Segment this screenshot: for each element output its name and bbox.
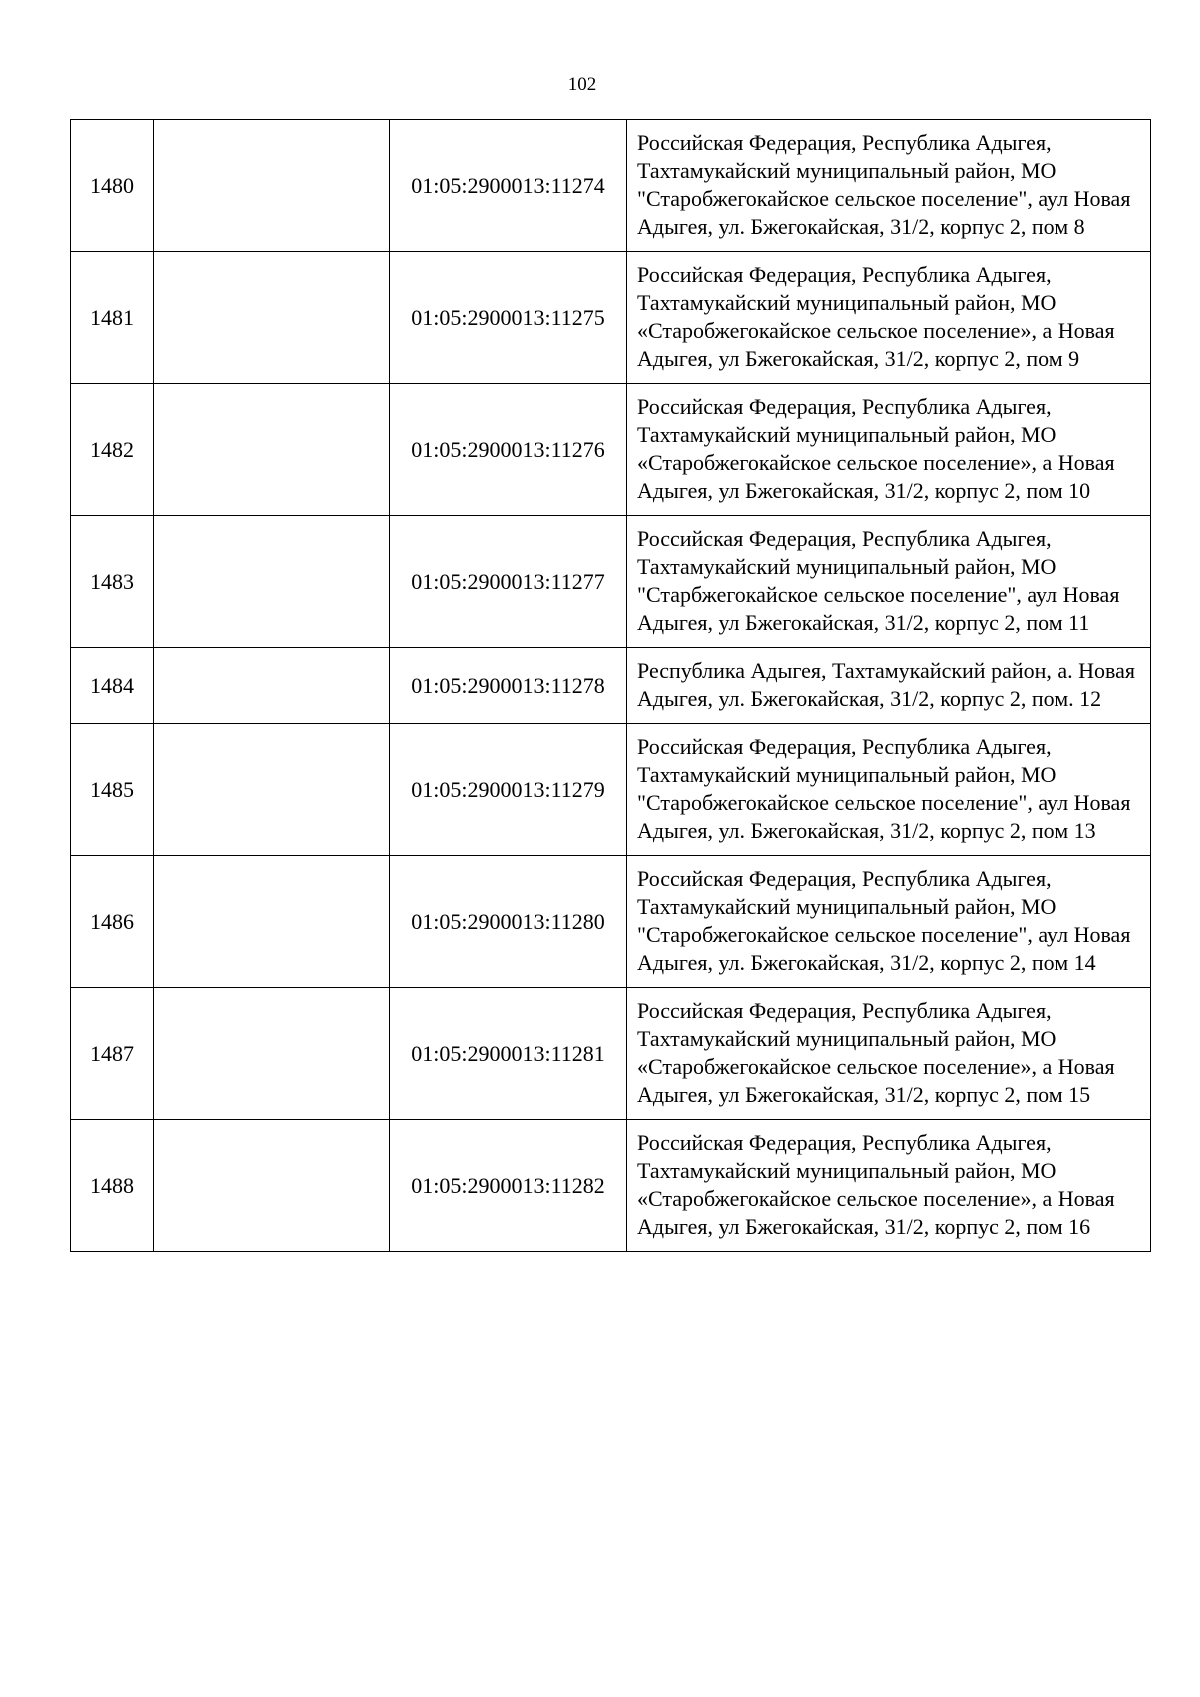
address-cell: Российская Федерация, Республика Адыгея, Тахтамукайский муниципальный район, МО "Старбжегокайское сельское поселение", аул Новая Адыгея, ул Бжегокайская, 31/2, корпус 2, пом 11: [627, 516, 1151, 648]
cadastral-number: 01:05:2900013:11278: [390, 648, 627, 724]
empty-cell: [154, 988, 390, 1120]
row-number: 1487: [71, 988, 154, 1120]
address-cell: Российская Федерация, Республика Адыгея, Тахтамукайский муниципальный район, МО "Старобжегокайское сельское поселение", аул Новая Адыгея, ул. Бжегокайская, 31/2, корпус 2, пом 14: [627, 856, 1151, 988]
table-row: [71, 252, 1151, 384]
cadastral-number: 01:05:2900013:11280: [390, 856, 627, 988]
address-cell: Российская Федерация, Республика Адыгея, Тахтамукайский муниципальный район, МО «Старобжегокайское сельское поселение», а Новая Адыгея, ул Бжегокайская, 31/2, корпус 2, пом 16: [627, 1120, 1151, 1252]
registry-table: [70, 119, 1151, 1252]
empty-cell: [154, 648, 390, 724]
empty-cell: [154, 724, 390, 856]
address-cell: Российская Федерация, Республика Адыгея, Тахтамукайский муниципальный район, МО "Старобжегокайское сельское поселение", аул Новая Адыгея, ул. Бжегокайская, 31/2, корпус 2, пом 8: [627, 120, 1151, 252]
table-row: [71, 120, 1151, 252]
cadastral-number: 01:05:2900013:11281: [390, 988, 627, 1120]
cadastral-number: 01:05:2900013:11282: [390, 1120, 627, 1252]
empty-cell: [154, 1120, 390, 1252]
table-row: [71, 648, 1151, 724]
cadastral-number: 01:05:2900013:11276: [390, 384, 627, 516]
table-row: [71, 384, 1151, 516]
empty-cell: [154, 120, 390, 252]
address-cell: Российская Федерация, Республика Адыгея, Тахтамукайский муниципальный район, МО «Старобжегокайское сельское поселение», а Новая Адыгея, ул Бжегокайская, 31/2, корпус 2, пом 9: [627, 252, 1151, 384]
table-row: [71, 1120, 1151, 1252]
page-number: 102: [567, 74, 597, 95]
address-cell: Российская Федерация, Республика Адыгея, Тахтамукайский муниципальный район, МО «Старобжегокайское сельское поселение», а Новая Адыгея, ул Бжегокайская, 31/2, корпус 2, пом 10: [627, 384, 1151, 516]
table-row: [71, 724, 1151, 856]
table-row: [71, 516, 1151, 648]
row-number: 1480: [71, 120, 154, 252]
row-number: 1485: [71, 724, 154, 856]
row-number: 1483: [71, 516, 154, 648]
empty-cell: [154, 252, 390, 384]
row-number: 1482: [71, 384, 154, 516]
empty-cell: [154, 856, 390, 988]
row-number: 1486: [71, 856, 154, 988]
row-number: 1484: [71, 648, 154, 724]
table-row: [71, 988, 1151, 1120]
cadastral-number: 01:05:2900013:11275: [390, 252, 627, 384]
empty-cell: [154, 516, 390, 648]
cadastral-number: 01:05:2900013:11277: [390, 516, 627, 648]
empty-cell: [154, 384, 390, 516]
address-cell: Российская Федерация, Республика Адыгея, Тахтамукайский муниципальный район, МО "Старобжегокайское сельское поселение", аул Новая Адыгея, ул. Бжегокайская, 31/2, корпус 2, пом 13: [627, 724, 1151, 856]
row-number: 1481: [71, 252, 154, 384]
table-row: [71, 856, 1151, 988]
cadastral-number: 01:05:2900013:11274: [390, 120, 627, 252]
address-cell: Республика Адыгея, Тахтамукайский район, а. Новая Адыгея, ул. Бжегокайская, 31/2, корпус 2, пом. 12: [627, 648, 1151, 724]
row-number: 1488: [71, 1120, 154, 1252]
address-cell: Российская Федерация, Республика Адыгея, Тахтамукайский муниципальный район, МО «Старобжегокайское сельское поселение», а Новая Адыгея, ул Бжегокайская, 31/2, корпус 2, пом 15: [627, 988, 1151, 1120]
cadastral-number: 01:05:2900013:11279: [390, 724, 627, 856]
